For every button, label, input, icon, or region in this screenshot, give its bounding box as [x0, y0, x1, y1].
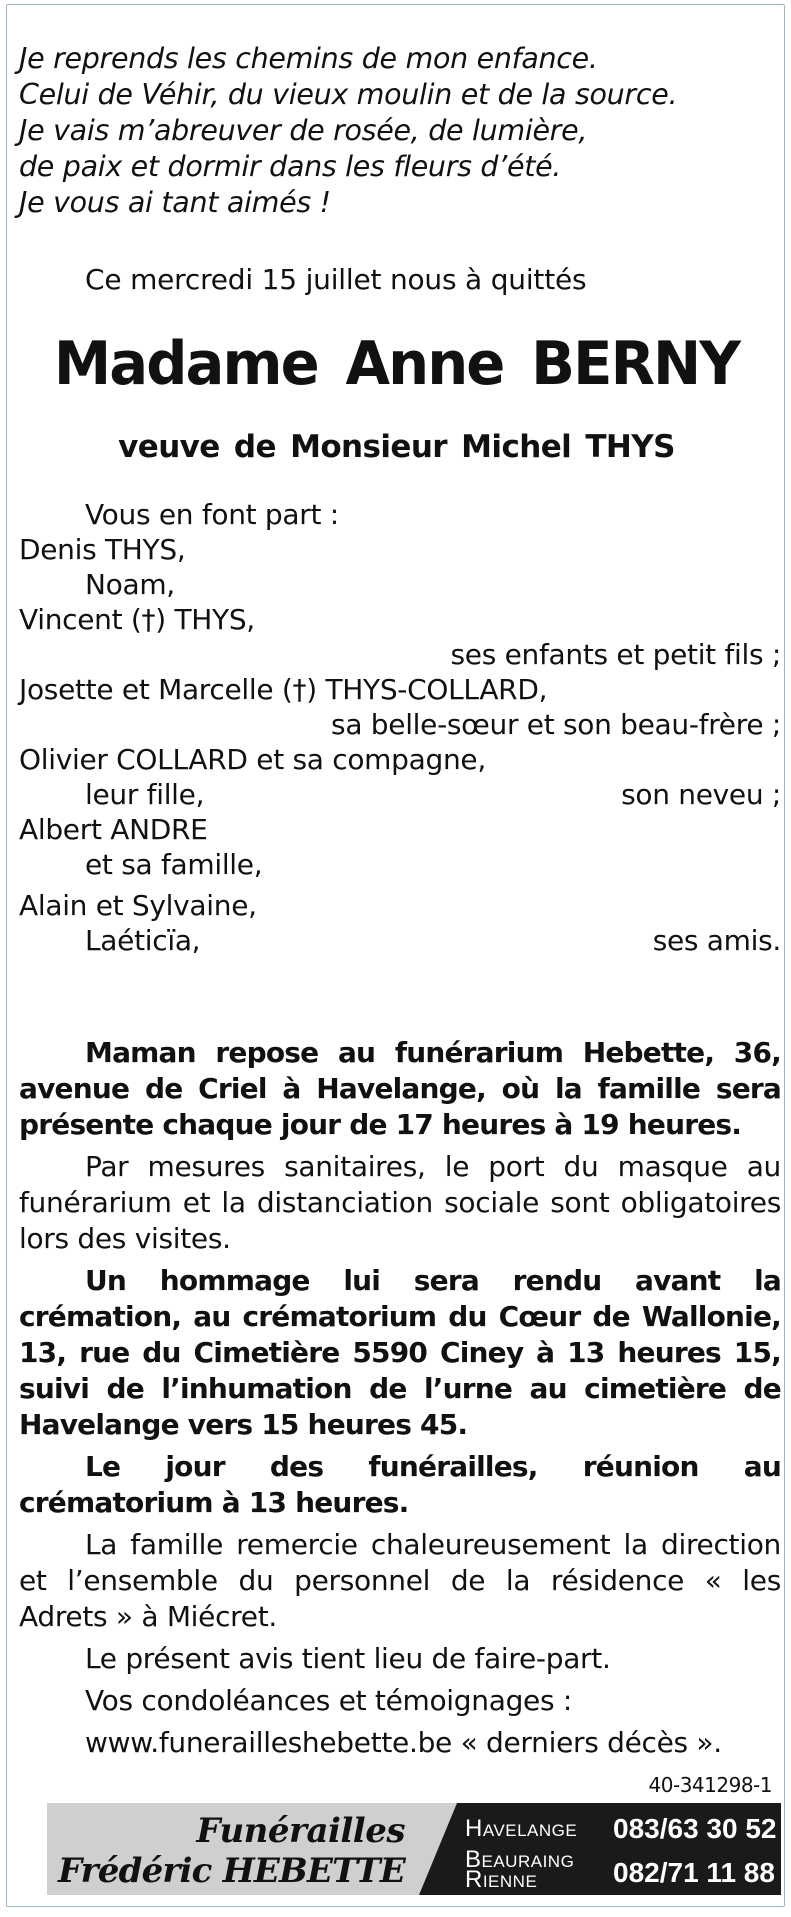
city-havelange: Havelange: [465, 1815, 578, 1842]
family-member: Noam,: [85, 568, 175, 601]
phone-beauraing-rienne: 082/71 11 88: [613, 1857, 775, 1888]
poem-line: Je vais m’abreuver de rosée, de lumière,: [19, 114, 588, 147]
family-member: Vincent (†) THYS,: [19, 603, 255, 636]
poem-line: Je vous ai tant aimés !: [19, 186, 331, 219]
brand-line-2: Frédéric HEBETTE: [57, 1851, 405, 1891]
condolences-paragraph: Vos condoléances et témoignages :: [85, 1684, 572, 1717]
city-rienne: Rienne: [465, 1866, 538, 1893]
reference-number: 40-341298-1: [648, 1773, 772, 1797]
poem: [19, 41, 781, 221]
obituary-notice: [6, 4, 785, 1907]
city-beauraing: Beauraing: [465, 1846, 575, 1873]
brand-line-1: Funérailles: [196, 1811, 405, 1851]
notice-body: [19, 1035, 781, 1761]
relation-text: ses amis.: [652, 924, 781, 957]
website-paragraph: www.funerailleshebette.be « derniers décès ».: [85, 1726, 722, 1759]
phone-havelange: 083/63 30 52: [613, 1813, 777, 1844]
family-member: Laéticïa,: [85, 924, 201, 957]
family-member-row: [19, 923, 781, 958]
widow-of: veuve de Monsieur Michel THYS: [118, 429, 675, 465]
family-member: leur fille,: [85, 778, 205, 811]
notice-paragraph: Le présent avis tient lieu de faire-part.: [85, 1642, 611, 1675]
meeting-paragraph: Le jour des funérailles, réunion au crématorium à 13 heures.: [19, 1450, 781, 1519]
deceased-name: Madame Anne BERNY: [53, 329, 740, 399]
poem-line: Je reprends les chemins de mon enfance.: [19, 42, 598, 75]
thanks-paragraph: La famille remercie chaleureusement la direction et l’ensemble du personnel de la résidence « les Adrets » à Miécret.: [19, 1528, 781, 1633]
ceremony-paragraph: Un hommage lui sera rendu avant la crémation, au crématorium du Cœur de Wallonie, 13, rue du Cimetière 5590 Ciney à 13 heures 15, suivi de l’inhumation de l’urne au cimetière de Havelange vers 15 heures 45.: [19, 1264, 781, 1441]
family-member: et sa famille,: [85, 848, 263, 881]
relation-text: son neveu ;: [621, 778, 781, 811]
relation-text: ses enfants et petit fils ;: [450, 638, 781, 671]
family-member: Alain et Sylvaine,: [19, 889, 257, 922]
funerarium-paragraph: Maman repose au funérarium Hebette, 36, avenue de Criel à Havelange, où la famille sera présente chaque jour de 17 heures à 19 heures.: [19, 1036, 781, 1141]
funeral-home-banner: [47, 1803, 781, 1895]
family-intro: Vous en font part :: [85, 498, 339, 531]
family-member: Albert ANDRE: [19, 813, 208, 846]
family-relation: [19, 707, 781, 742]
sanitary-paragraph: Par mesures sanitaires, le port du masque au funérarium et la distanciation sociale sont obligatoires lors des visites.: [19, 1150, 781, 1255]
family-list: [19, 497, 781, 958]
family-member: Josette et Marcelle (†) THYS-COLLARD,: [19, 673, 548, 706]
family-relation: [19, 637, 781, 672]
family-member: Denis THYS,: [19, 533, 186, 566]
relation-text: sa belle-sœur et son beau-frère ;: [331, 708, 781, 741]
poem-line: Celui de Véhir, du vieux moulin et de la source.: [19, 78, 678, 111]
family-member-row: [19, 777, 781, 812]
family-member: Olivier COLLARD et sa compagne,: [19, 743, 486, 776]
announcement: Ce mercredi 15 juillet nous à quittés: [85, 263, 587, 296]
poem-line: de paix et dormir dans les fleurs d’été.: [19, 150, 562, 183]
